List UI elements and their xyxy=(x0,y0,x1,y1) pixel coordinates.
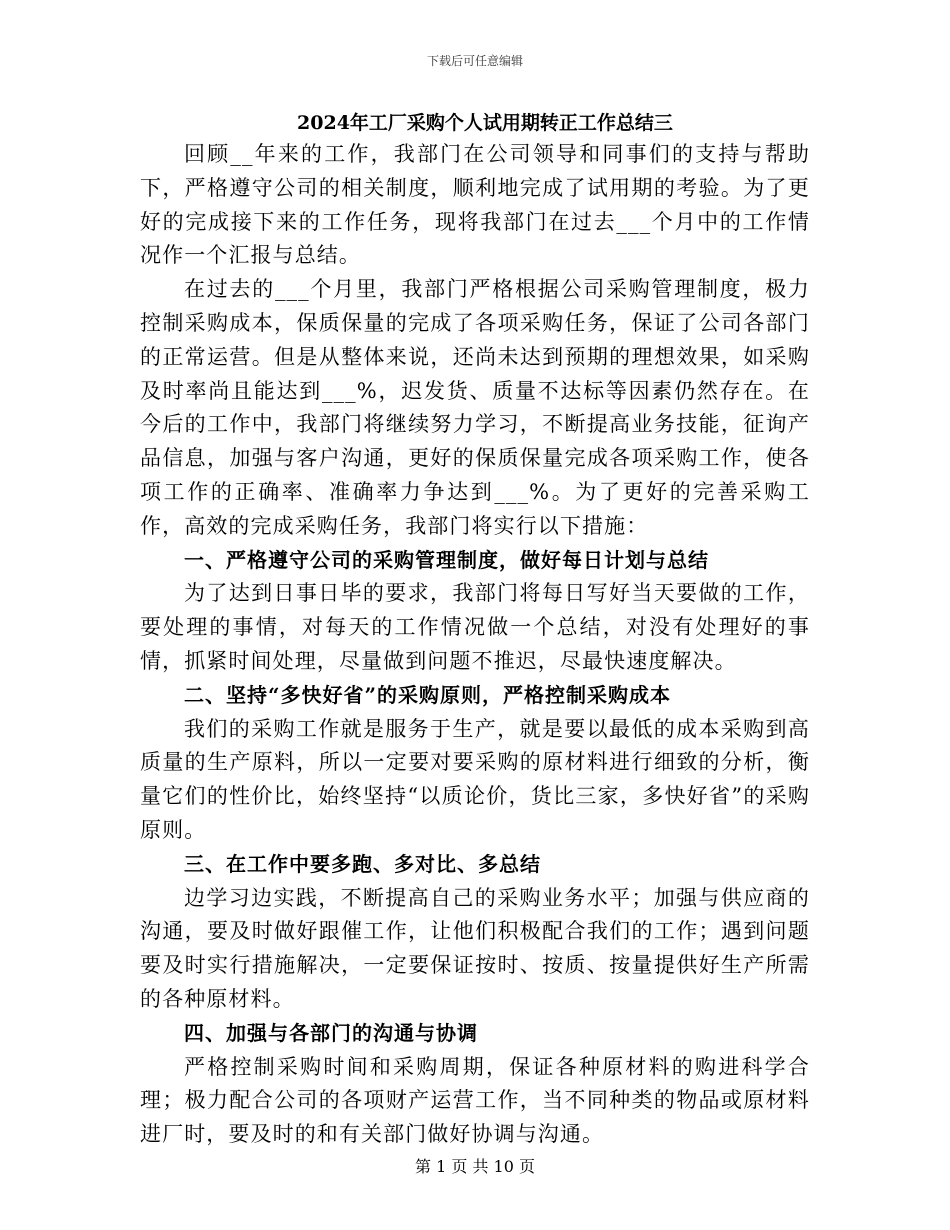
section-heading-1: 一、严格遵守公司的采购管理制度，做好每日计划与总结 xyxy=(184,547,709,572)
document-body xyxy=(140,108,810,1152)
section-body-1: 为了达到日事日毕的要求，我部门将每日写好当天要做的工作，要处理的事情，对每天的工作情况做一个总结，对没有处理好的事情，抓紧时间处理，尽量做到问题不推迟，尽最快速度解决。 xyxy=(140,581,810,673)
summary-paragraph: 在过去的___个月里，我部门严格根据公司采购管理制度，极力控制采购成本，保质保量的完成了各项采购任务，保证了公司各部门的正常运营。但是从整体来说，还尚未达到预期的理想效果，如采购及时率尚且能达到___%，迟发货、质量不达标等因素仍然存在。在今后的工作中，我部门将继续努力学习，不断提高业务技能，征询产品信息，加强与客户沟通，更好的保质保量完成各项采购工作，使各项工作的正确率、准确率力争达到___%。为了更好的完善采购工作，高效的完成采购任务，我部门将实行以下措施： xyxy=(140,277,810,538)
document-title: 2024年工厂采购个人试用期转正工作总结三 xyxy=(297,112,673,134)
section-heading-4: 四、加强与各部门的沟通与协调 xyxy=(184,1020,478,1045)
section-body-4: 严格控制采购时间和采购周期，保证各种原材料的购进科学合理；极力配合公司的各项财产运营工作，当不同种类的物品或原材料进厂时，要及时的和有关部门做好协调与沟通。 xyxy=(140,1054,810,1147)
section-body-3: 边学习边实践，不断提高自己的采购业务水平；加强与供应商的沟通，要及时做好跟催工作，让他们积极配合我们的工作；遇到问题要及时实行措施解决，一定要保证按时、按质、按量提供好生产所需的各种原材料。 xyxy=(140,885,810,1011)
section-body-2: 我们的采购工作就是服务于生产，就是要以最低的成本采购到高质量的生产原料，所以一定要对要采购的原材料进行细致的分析，衡量它们的性价比，始终坚持“以质论价，货比三家，多快好省”的采购原则。 xyxy=(140,716,810,842)
page-number-footer: 第 1 页 共 10 页 xyxy=(415,1157,535,1176)
section-heading-2: 二、坚持“多快好省”的采购原则，严格控制采购成本 xyxy=(184,682,672,707)
header-note: 下载后可任意编辑 xyxy=(426,54,523,68)
section-heading-3: 三、在工作中要多跑、多对比、多总结 xyxy=(184,851,541,876)
intro-paragraph: 回顾__年来的工作，我部门在公司领导和同事们的支持与帮助下，严格遵守公司的相关制度，顺利地完成了试用期的考验。为了更好的完成接下来的工作任务，现将我部门在过去___个月中的工作情况作一个汇报与总结。 xyxy=(140,142,810,268)
